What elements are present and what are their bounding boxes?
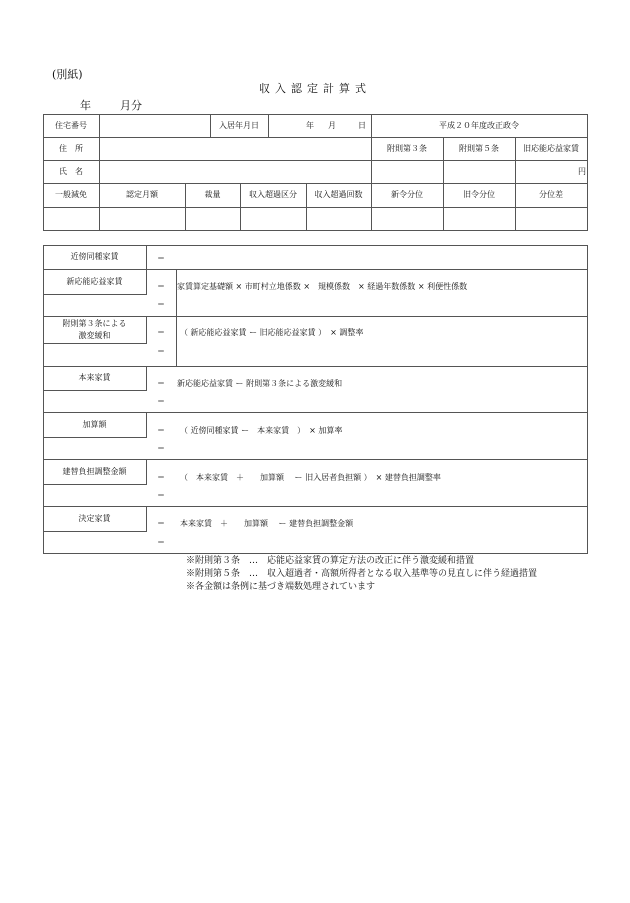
yen-unit: 円 [578, 166, 586, 176]
nearby-rent-label: 近傍同種家賃 [70, 252, 119, 262]
base-rent-eq2: ＝ [157, 397, 165, 406]
col-discretion: 裁量 [204, 190, 221, 199]
move-in-date-label: 入居年月日 [219, 120, 259, 130]
supplement3-mitigation-label: 附則第３条による 激変緩和 [62, 319, 127, 340]
col-excess-class: 収入超過区分 [249, 190, 297, 199]
col-general-reduction: 一般減免 [55, 190, 87, 199]
ordinance-label: 平成２０年度改正政令 [439, 120, 519, 130]
year-unit: 年 [306, 120, 314, 130]
col-certified-monthly: 認定月額 [126, 190, 158, 199]
rebuild-adjust-eq: ＝ [157, 473, 165, 482]
final-rent-eq: ＝ [157, 519, 165, 528]
supplement3-label: 附則第３条 [387, 143, 427, 153]
final-rent-label: 決定家賃 [78, 513, 111, 523]
day-unit: 日 [358, 120, 366, 130]
note-supplement3: ※附則第３条 … 応能応益家賃の算定方法の改正に伴う激変緩和措置 [186, 556, 475, 566]
surcharge-formula: （ 近傍同種家賃 ー 本来家賃 ） × 加算率 [180, 426, 343, 435]
rebuild-adjust-eq2: ＝ [157, 491, 165, 500]
address-label: 住 所 [59, 143, 83, 153]
supplement5-label: 附則第５条 [459, 143, 499, 153]
col-new-decile: 新令分位 [391, 190, 423, 199]
name-label: 氏 名 [59, 166, 83, 176]
supplement3-eq: ＝ [157, 328, 165, 337]
surcharge-eq: ＝ [157, 426, 165, 435]
col-old-decile: 旧令分位 [463, 190, 495, 199]
rebuild-adjust-label: 建替負担調整金額 [62, 466, 127, 476]
surcharge-label: 加算額 [82, 419, 107, 429]
final-rent-eq2: ＝ [157, 538, 165, 547]
housing-number-label: 住宅番号 [55, 120, 87, 130]
col-decile-diff: 分位差 [539, 190, 563, 199]
rebuild-adjust-formula: （ 本来家賃 ＋ 加算額 ー 旧入居者負担額 ） × 建替負担調整率 [180, 473, 441, 482]
supplement3-eq2: ＝ [157, 347, 165, 356]
new-rent-eq: ＝ [157, 282, 165, 291]
year-label: 年 [80, 99, 91, 112]
note-supplement5: ※附則第５条 … 収入超過者・高額所得者となる収入基準等の見直しに伴う経過措置 [186, 569, 538, 579]
nearby-rent-eq: ＝ [157, 254, 165, 263]
annex-label: (別紙) [52, 68, 83, 81]
new-rent-eq2: ＝ [157, 300, 165, 309]
surcharge-eq2: ＝ [157, 444, 165, 453]
new-rent-label: 新応能応益家賃 [66, 276, 123, 286]
new-rent-formula: 家賃算定基礎額 × 市町村立地係数 × 規模係数 × 経過年数係数 × 利便性係数 [177, 282, 468, 291]
note-rounding: ※各金額は条例に基づき端数処理されています [186, 582, 376, 592]
month-unit: 月 [328, 120, 336, 130]
base-rent-label: 本来家賃 [78, 373, 111, 383]
supplement3-formula: （ 新応能応益家賃 ー 旧応能応益家賃 ） × 調整率 [180, 328, 364, 337]
old-rent-label: 旧応能応益家賃 [523, 143, 579, 153]
month-label: 月分 [120, 99, 142, 112]
final-rent-formula: 本来家賃 ＋ 加算額 ー 建替負担調整金額 [180, 519, 354, 528]
col-excess-count: 収入超過回数 [314, 190, 363, 199]
base-rent-eq: ＝ [157, 379, 165, 388]
year-month [80, 97, 142, 113]
base-rent-formula: 新応能応益家賃 ー 附則第３条による激変緩和 [177, 379, 343, 388]
page-title: 収入認定計算式 [259, 82, 371, 95]
